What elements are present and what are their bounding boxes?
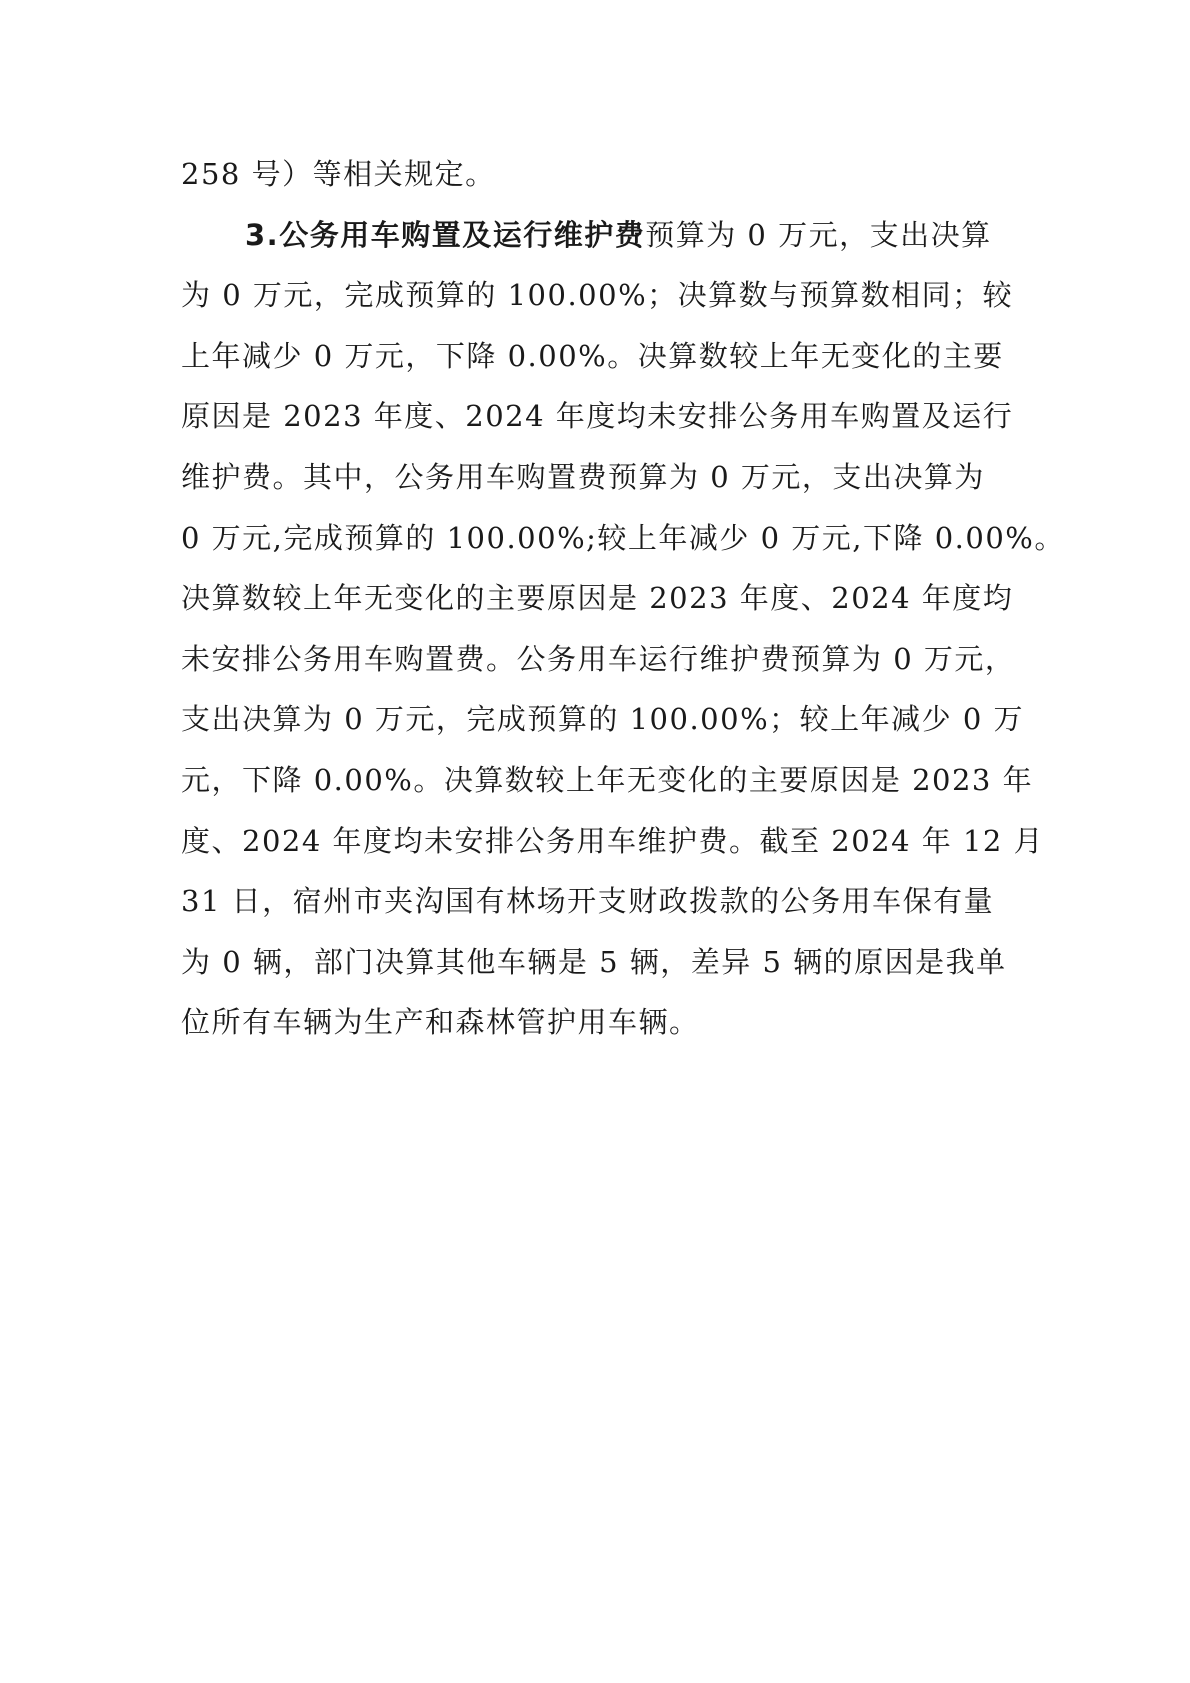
- paragraph-line: 为 0 辆，部门决算其他车辆是 5 辆，差异 5 辆的原因是我单: [181, 944, 1007, 979]
- paragraph-line: 位所有车辆为生产和森林管护用车辆。: [181, 1005, 700, 1040]
- paragraph-line: 258 号）等相关规定。: [181, 157, 496, 191]
- section-heading: 3.公务用车购置及运行维护费: [245, 217, 646, 252]
- paragraph-line: [181, 205, 1016, 266]
- body-text: [181, 144, 1065, 1053]
- paragraph-line: 原因是 2023 年度、2024 年度均未安排公务用车购置及运行: [181, 399, 1014, 434]
- paragraph-line: 为 0 万元，完成预算的 100.00%；决算数与预算数相同；较: [181, 278, 1014, 313]
- paragraph-line: 支出决算为 0 万元，完成预算的 100.00%；较上年减少 0 万: [181, 702, 1025, 737]
- paragraph-line: 上年减少 0 万元，下降 0.00%。决算数较上年无变化的主要: [181, 338, 1004, 373]
- paragraph-line: 元，下降 0.00%。决算数较上年无变化的主要原因是 2023 年: [181, 762, 1034, 797]
- paragraph-line: 决算数较上年无变化的主要原因是 2023 年度、2024 年度均: [181, 581, 1014, 616]
- paragraph-line: 0 万元,完成预算的 100.00%;较上年减少 0 万元,下降 0.00%。: [181, 520, 1065, 555]
- paragraph-line: 维护费。其中，公务用车购置费预算为 0 万元，支出决算为: [181, 459, 985, 494]
- paragraph-line-text: 预算为 0 万元，支出决算: [645, 217, 992, 252]
- paragraph-line: 未安排公务用车购置费。公务用车运行维护费预算为 0 万元，: [181, 641, 1016, 676]
- paragraph-line: 度、2024 年度均未安排公务用车维护费。截至 2024 年 12 月: [181, 823, 1045, 858]
- paragraph-line: 31 日，宿州市夹沟国有林场开支财政拨款的公务用车保有量: [181, 884, 995, 919]
